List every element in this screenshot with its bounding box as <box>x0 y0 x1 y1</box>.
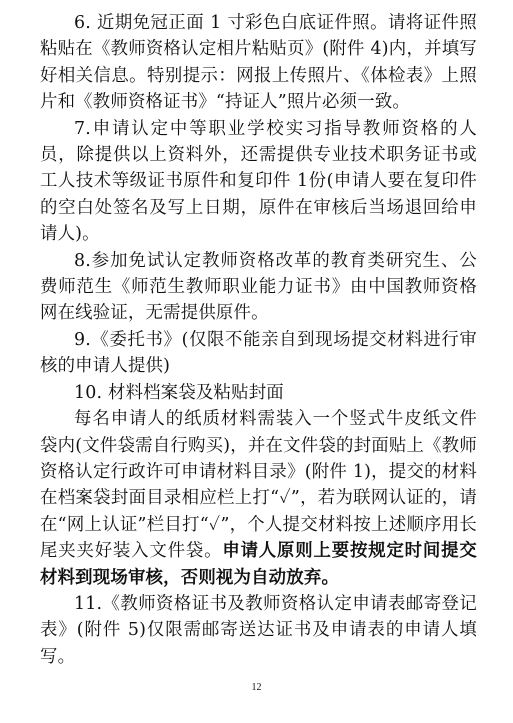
document-page <box>40 10 477 710</box>
paragraph-item-10-heading <box>40 380 477 406</box>
paragraph-item-7-text: 7.申请认定中等职业学校实习指导教师资格的人员，除提供以上资料外，还需提供专业技术职务证书或工人技术等级证书原件和复印件 1份(申请人要在复印件的空白处签名及写上日期，原件在审核后当场退回给申请人)。 <box>40 118 477 245</box>
paragraph-item-10-body-text: 每名申请人的纸质材料需装入一个竖式牛皮纸文件袋内(文件袋需自行购买)，并在文件袋的封面贴上《教师资格认定行政许可申请材料目录》(附件 1)，提交的材料在档案袋封面目录相应栏上打“✓”，若为联网认证的，请在“网上认证”栏目打“✓”，个人提交材料按上述顺序用长尾夹夹好装入文件袋。 <box>40 409 477 562</box>
paragraph-item-10-body <box>40 406 477 591</box>
paragraph-item-11 <box>40 591 477 670</box>
paragraph-item-8 <box>40 248 477 327</box>
paragraph-item-6-text: 6. 近期免冠正面 1 寸彩色白底证件照。请将证件照粘贴在《教师资格认定相片粘贴页》(附件 4)内，并填写好相关信息。特别提示：网报上传照片、《体检表》上照片和《教师资格证书》“持证人”照片必须一致。 <box>40 13 477 113</box>
paragraph-item-7 <box>40 116 477 248</box>
paragraph-item-6 <box>40 10 477 116</box>
paragraph-item-9-text: 9.《委托书》(仅限不能亲自到现场提交材料进行审核的申请人提供) <box>40 329 477 377</box>
paragraph-item-10-heading-text: 10. 材料档案袋及粘贴封面 <box>74 382 284 403</box>
paragraph-item-9 <box>40 327 477 380</box>
page-number: 12 <box>251 682 262 693</box>
paragraph-item-11-text: 11.《教师资格证书及教师资格认定申请表邮寄登记表》(附件 5)仅限需邮寄送达证书及申请表的申请人填写。 <box>40 593 477 667</box>
paragraph-item-10-body-bold-text: 申请人原则上要按规定时间提交材料到现场审核，否则视为自动放弃。 <box>40 541 477 588</box>
paragraph-item-8-text: 8.参加免试认定教师资格改革的教育类研究生、公费师范生《师范生教师职业能力证书》由中国教师资格网在线验证，无需提供原件。 <box>40 250 477 324</box>
